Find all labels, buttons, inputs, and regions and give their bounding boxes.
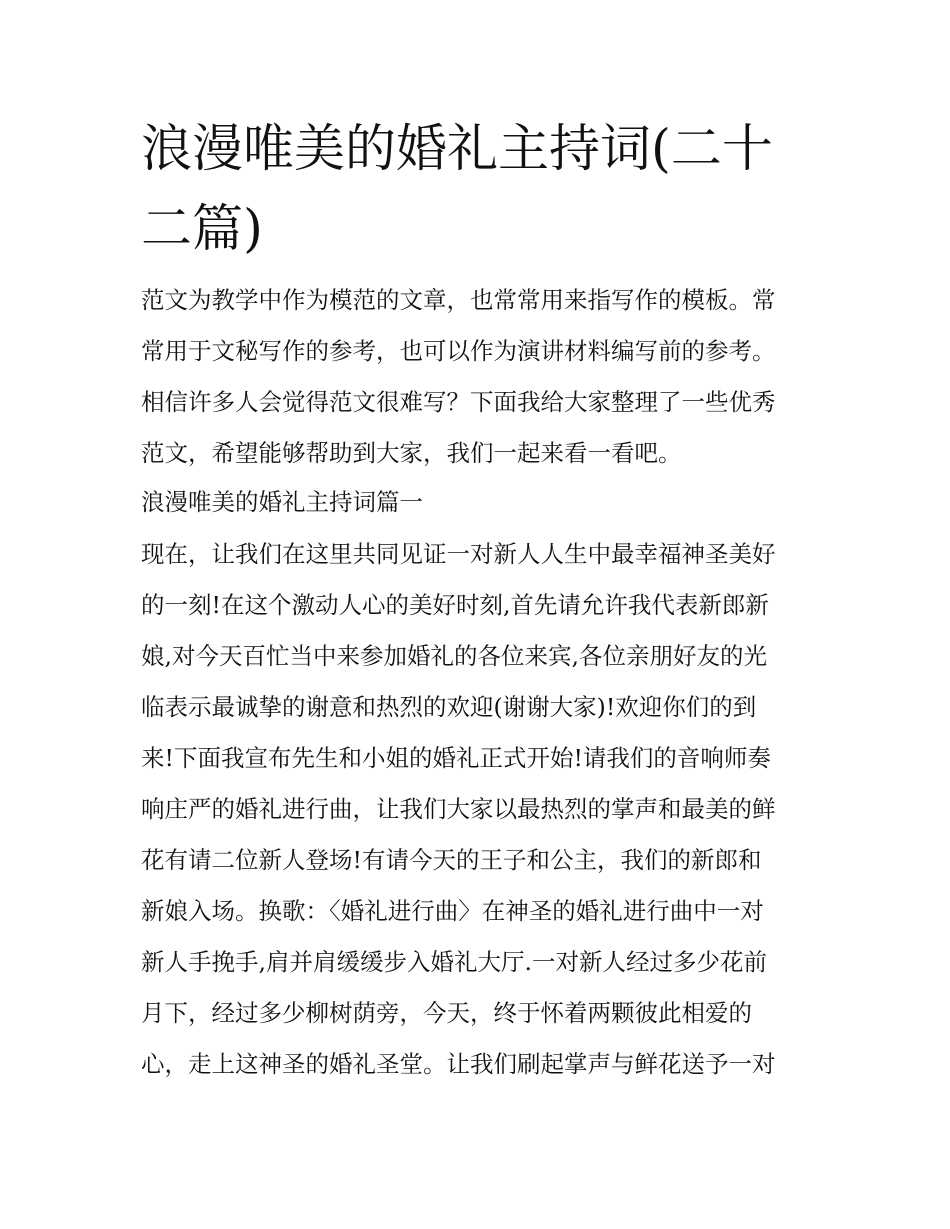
- section-line: 心，走上这神圣的婚礼圣堂。让我们刷起掌声与鲜花送予一对: [141, 1050, 776, 1078]
- section-line: 花有请二位新人登场!有请今天的王子和公主，我们的新郎和: [141, 846, 762, 874]
- section-line: 新人手挽手,肩并肩缓缓步入婚礼大厅.一对新人经过多少花前: [141, 948, 767, 976]
- section-line: 娘,对今天百忙当中来参加婚礼的各位来宾,各位亲朋好友的光: [141, 642, 767, 670]
- intro-line: 常用于文秘写作的参考，也可以作为演讲材料编写前的参考。: [141, 337, 776, 365]
- intro-paragraph: [141, 275, 821, 479]
- section-line: 新娘入场。换歌：〈婚礼进行曲〉在神圣的婚礼进行曲中一对: [141, 897, 764, 925]
- section-line: 现在，让我们在这里共同见证一对新人人生中最幸福神圣美好: [141, 540, 776, 568]
- section-line: 临表示最诚挚的谢意和热烈的欢迎(谢谢大家)!欢迎你们的到: [141, 693, 757, 721]
- intro-line: 范文，希望能够帮助到大家，我们一起来看一看吧。: [141, 439, 682, 467]
- section-line: 来!下面我宣布先生和小姐的婚礼正式开始!请我们的音响师奏: [141, 744, 771, 772]
- section-line: 的一刻!在这个激动人心的美好时刻,首先请允许我代表新郎新: [141, 591, 769, 619]
- section-heading: 浪漫唯美的婚礼主持词篇一: [141, 488, 423, 516]
- section-paragraph: [141, 529, 821, 1090]
- document-title: 浪漫唯美的婚礼主持词(二十二篇): [141, 120, 773, 259]
- section-line: 响庄严的婚礼进行曲，让我们大家以最热烈的掌声和最美的鲜: [141, 795, 776, 823]
- section-line: 月下，经过多少柳树荫旁，今天，终于怀着两颗彼此相爱的: [141, 999, 752, 1027]
- intro-line: 范文为教学中作为模范的文章，也常常用来指写作的模板。常: [141, 286, 776, 314]
- intro-line: 相信许多人会觉得范文很难写？下面我给大家整理了一些优秀: [141, 388, 776, 416]
